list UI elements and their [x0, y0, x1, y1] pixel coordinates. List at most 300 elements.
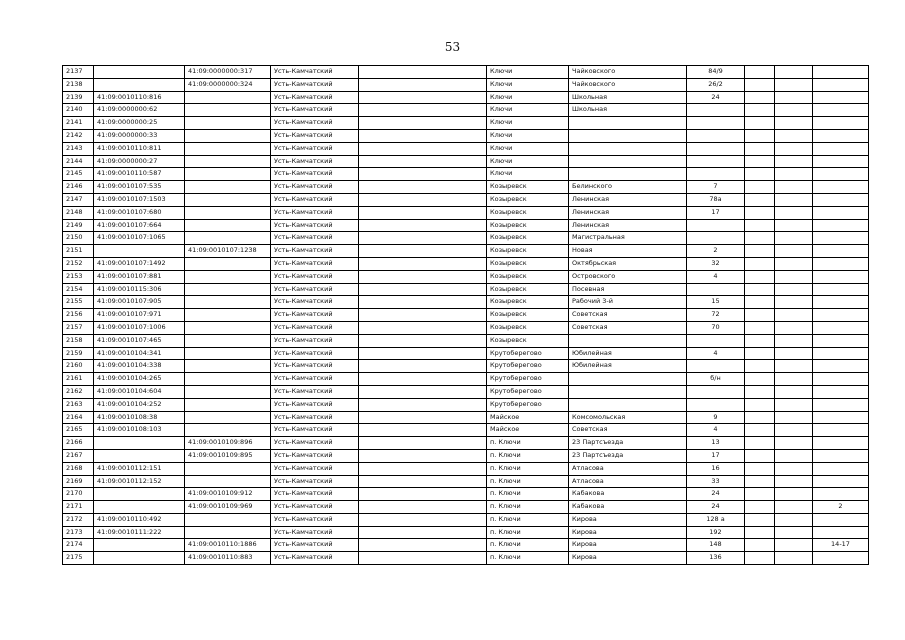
house-number-cell: б/н — [687, 373, 745, 386]
empty-cell — [745, 296, 775, 309]
cadastral-number-cell — [94, 501, 185, 514]
row-number-cell: 2137 — [63, 66, 94, 79]
table-row — [63, 334, 869, 347]
table-row — [63, 475, 869, 488]
empty-cell — [775, 449, 813, 462]
empty-cell — [359, 168, 487, 181]
cadastral-number-cell — [94, 539, 185, 552]
locality-cell: Козыревск — [487, 309, 569, 322]
empty-cell — [745, 347, 775, 360]
table-row — [63, 398, 869, 411]
district-cell: Усть-Камчатский — [271, 488, 359, 501]
apartment-cell — [813, 257, 869, 270]
street-cell: Кирова — [569, 513, 687, 526]
empty-cell — [745, 360, 775, 373]
house-number-cell: 9 — [687, 411, 745, 424]
district-cell: Усть-Камчатский — [271, 309, 359, 322]
locality-cell: Крутоберегово — [487, 347, 569, 360]
empty-cell — [359, 309, 487, 322]
row-number-cell: 2147 — [63, 193, 94, 206]
empty-cell — [359, 449, 487, 462]
cadastral-number-alt-cell — [185, 347, 271, 360]
cadastral-number-cell: 41:09:0010107:1065 — [94, 232, 185, 245]
empty-cell — [775, 206, 813, 219]
cadastral-number-alt-cell — [185, 129, 271, 142]
empty-cell — [359, 437, 487, 450]
empty-cell — [775, 437, 813, 450]
row-number-cell: 2146 — [63, 181, 94, 194]
row-number-cell: 2156 — [63, 309, 94, 322]
cadastral-number-cell: 41:09:0000000:25 — [94, 117, 185, 130]
apartment-cell — [813, 321, 869, 334]
street-cell — [569, 168, 687, 181]
row-number-cell: 2139 — [63, 91, 94, 104]
street-cell: Рабочий 3-й — [569, 296, 687, 309]
empty-cell — [775, 411, 813, 424]
cadastral-number-cell: 41:09:0010108:38 — [94, 411, 185, 424]
district-cell: Усть-Камчатский — [271, 129, 359, 142]
locality-cell: п. Ключи — [487, 539, 569, 552]
empty-cell — [775, 501, 813, 514]
cadastral-number-alt-cell — [185, 91, 271, 104]
locality-cell: п. Ключи — [487, 449, 569, 462]
empty-cell — [775, 539, 813, 552]
empty-cell — [775, 232, 813, 245]
apartment-cell — [813, 129, 869, 142]
empty-cell — [359, 117, 487, 130]
apartment-cell — [813, 193, 869, 206]
row-number-cell: 2170 — [63, 488, 94, 501]
cadastral-number-cell: 41:09:0010107:881 — [94, 270, 185, 283]
cadastral-number-alt-cell — [185, 321, 271, 334]
apartment-cell — [813, 78, 869, 91]
table-row — [63, 142, 869, 155]
empty-cell — [359, 462, 487, 475]
table-row — [63, 385, 869, 398]
cadastral-number-cell: 41:09:0010112:152 — [94, 475, 185, 488]
district-cell: Усть-Камчатский — [271, 437, 359, 450]
cadastral-number-alt-cell — [185, 142, 271, 155]
street-cell: Советская — [569, 309, 687, 322]
empty-cell — [775, 155, 813, 168]
cadastral-number-cell: 41:09:0010110:492 — [94, 513, 185, 526]
locality-cell: п. Ключи — [487, 513, 569, 526]
table-row — [63, 424, 869, 437]
cadastral-number-alt-cell — [185, 283, 271, 296]
empty-cell — [359, 129, 487, 142]
apartment-cell — [813, 283, 869, 296]
house-number-cell: 16 — [687, 462, 745, 475]
locality-cell: Козыревск — [487, 283, 569, 296]
empty-cell — [775, 488, 813, 501]
apartment-cell — [813, 66, 869, 79]
cadastral-number-alt-cell — [185, 309, 271, 322]
cadastral-number-cell: 41:09:0010115:306 — [94, 283, 185, 296]
row-number-cell: 2168 — [63, 462, 94, 475]
empty-cell — [775, 104, 813, 117]
cadastral-number-cell: 41:09:0010110:587 — [94, 168, 185, 181]
table-row — [63, 104, 869, 117]
empty-cell — [745, 424, 775, 437]
district-cell: Усть-Камчатский — [271, 475, 359, 488]
locality-cell: Ключи — [487, 78, 569, 91]
cadastral-number-alt-cell — [185, 462, 271, 475]
empty-cell — [359, 155, 487, 168]
row-number-cell: 2145 — [63, 168, 94, 181]
row-number-cell: 2148 — [63, 206, 94, 219]
district-cell: Усть-Камчатский — [271, 104, 359, 117]
district-cell: Усть-Камчатский — [271, 526, 359, 539]
district-cell: Усть-Камчатский — [271, 539, 359, 552]
empty-cell — [775, 373, 813, 386]
locality-cell: Крутоберегово — [487, 373, 569, 386]
table-row — [63, 501, 869, 514]
empty-cell — [745, 91, 775, 104]
apartment-cell — [813, 117, 869, 130]
cadastral-number-cell — [94, 66, 185, 79]
street-cell: Кирова — [569, 552, 687, 565]
cadastral-number-cell: 41:09:0010104:252 — [94, 398, 185, 411]
street-cell: Кабакова — [569, 501, 687, 514]
street-cell: Октябрьская — [569, 257, 687, 270]
apartment-cell — [813, 462, 869, 475]
locality-cell: Крутоберегово — [487, 398, 569, 411]
house-number-cell: 24 — [687, 501, 745, 514]
empty-cell — [775, 193, 813, 206]
district-cell: Усть-Камчатский — [271, 513, 359, 526]
apartment-cell — [813, 155, 869, 168]
house-number-cell — [687, 155, 745, 168]
locality-cell: Козыревск — [487, 193, 569, 206]
table-row — [63, 411, 869, 424]
street-cell: Чайковского — [569, 78, 687, 91]
table-row — [63, 257, 869, 270]
row-number-cell: 2175 — [63, 552, 94, 565]
locality-cell: п. Ключи — [487, 501, 569, 514]
table-row — [63, 552, 869, 565]
locality-cell: п. Ключи — [487, 552, 569, 565]
row-number-cell: 2158 — [63, 334, 94, 347]
empty-cell — [745, 539, 775, 552]
empty-cell — [775, 181, 813, 194]
cadastral-number-cell: 41:09:0010107:680 — [94, 206, 185, 219]
house-number-cell: 72 — [687, 309, 745, 322]
table-row — [63, 321, 869, 334]
street-cell: 23 Партсъезда — [569, 437, 687, 450]
row-number-cell: 2163 — [63, 398, 94, 411]
house-number-cell: 17 — [687, 206, 745, 219]
house-number-cell: 2 — [687, 245, 745, 258]
row-number-cell: 2171 — [63, 501, 94, 514]
apartment-cell — [813, 437, 869, 450]
empty-cell — [359, 321, 487, 334]
cadastral-number-alt-cell — [185, 104, 271, 117]
locality-cell: п. Ключи — [487, 526, 569, 539]
empty-cell — [359, 245, 487, 258]
empty-cell — [745, 321, 775, 334]
street-cell: Белинского — [569, 181, 687, 194]
empty-cell — [359, 206, 487, 219]
empty-cell — [745, 334, 775, 347]
cadastral-number-alt-cell — [185, 155, 271, 168]
cadastral-number-cell — [94, 449, 185, 462]
empty-cell — [359, 334, 487, 347]
empty-cell — [745, 155, 775, 168]
district-cell: Усть-Камчатский — [271, 257, 359, 270]
house-number-cell — [687, 334, 745, 347]
district-cell: Усть-Камчатский — [271, 78, 359, 91]
empty-cell — [745, 270, 775, 283]
row-number-cell: 2169 — [63, 475, 94, 488]
cadastral-number-cell: 41:09:0010104:341 — [94, 347, 185, 360]
empty-cell — [745, 245, 775, 258]
house-number-cell — [687, 385, 745, 398]
house-number-cell: 128 а — [687, 513, 745, 526]
locality-cell: Ключи — [487, 117, 569, 130]
district-cell: Усть-Камчатский — [271, 206, 359, 219]
cadastral-number-cell: 41:09:0010111:222 — [94, 526, 185, 539]
cadastral-number-cell: 41:09:0010107:1492 — [94, 257, 185, 270]
cadastral-number-alt-cell — [185, 360, 271, 373]
locality-cell: п. Ключи — [487, 488, 569, 501]
apartment-cell — [813, 232, 869, 245]
locality-cell: Ключи — [487, 104, 569, 117]
locality-cell: Козыревск — [487, 181, 569, 194]
table-row — [63, 296, 869, 309]
empty-cell — [745, 283, 775, 296]
row-number-cell: 2157 — [63, 321, 94, 334]
cadastral-number-alt-cell — [185, 257, 271, 270]
empty-cell — [775, 360, 813, 373]
empty-cell — [359, 283, 487, 296]
apartment-cell — [813, 104, 869, 117]
cadastral-number-cell — [94, 488, 185, 501]
empty-cell — [745, 142, 775, 155]
empty-cell — [745, 66, 775, 79]
table-row — [63, 539, 869, 552]
street-cell — [569, 117, 687, 130]
cadastral-number-cell: 41:09:0010112:151 — [94, 462, 185, 475]
house-number-cell: 148 — [687, 539, 745, 552]
row-number-cell: 2144 — [63, 155, 94, 168]
apartment-cell — [813, 206, 869, 219]
empty-cell — [359, 270, 487, 283]
apartment-cell — [813, 168, 869, 181]
street-cell: Магистральная — [569, 232, 687, 245]
apartment-cell — [813, 513, 869, 526]
house-number-cell — [687, 142, 745, 155]
locality-cell: Майское — [487, 424, 569, 437]
district-cell: Усть-Камчатский — [271, 501, 359, 514]
row-number-cell: 2142 — [63, 129, 94, 142]
house-number-cell — [687, 360, 745, 373]
locality-cell: Ключи — [487, 142, 569, 155]
locality-cell: Майское — [487, 411, 569, 424]
empty-cell — [775, 78, 813, 91]
apartment-cell — [813, 552, 869, 565]
apartment-cell — [813, 334, 869, 347]
district-cell: Усть-Камчатский — [271, 66, 359, 79]
apartment-cell — [813, 373, 869, 386]
empty-cell — [745, 117, 775, 130]
empty-cell — [745, 219, 775, 232]
cadastral-number-alt-cell: 41:09:0010107:1238 — [185, 245, 271, 258]
street-cell — [569, 398, 687, 411]
table-row — [63, 488, 869, 501]
empty-cell — [775, 309, 813, 322]
empty-cell — [745, 104, 775, 117]
cadastral-number-alt-cell: 41:09:0000000:324 — [185, 78, 271, 91]
locality-cell: Крутоберегово — [487, 360, 569, 373]
cadastral-number-alt-cell — [185, 270, 271, 283]
empty-cell — [775, 129, 813, 142]
table-row — [63, 129, 869, 142]
locality-cell: Ключи — [487, 168, 569, 181]
locality-cell: Ключи — [487, 155, 569, 168]
empty-cell — [745, 475, 775, 488]
row-number-cell: 2143 — [63, 142, 94, 155]
house-number-cell: 4 — [687, 424, 745, 437]
table-row — [63, 449, 869, 462]
street-cell: Ленинская — [569, 193, 687, 206]
locality-cell: Ключи — [487, 129, 569, 142]
table-row — [63, 206, 869, 219]
apartment-cell — [813, 270, 869, 283]
empty-cell — [745, 129, 775, 142]
cadastral-number-cell — [94, 245, 185, 258]
house-number-cell — [687, 104, 745, 117]
street-cell — [569, 155, 687, 168]
empty-cell — [359, 142, 487, 155]
street-cell: Кирова — [569, 539, 687, 552]
cadastral-number-cell: 41:09:0010104:604 — [94, 385, 185, 398]
table-row — [63, 181, 869, 194]
cadastral-number-cell: 41:09:0000000:62 — [94, 104, 185, 117]
house-number-cell: 4 — [687, 270, 745, 283]
table-row — [63, 91, 869, 104]
street-cell: Юбилейная — [569, 347, 687, 360]
district-cell: Усть-Камчатский — [271, 270, 359, 283]
empty-cell — [359, 66, 487, 79]
table-row — [63, 437, 869, 450]
cadastral-number-alt-cell — [185, 526, 271, 539]
empty-cell — [775, 245, 813, 258]
street-cell: Чайковского — [569, 66, 687, 79]
locality-cell: Козыревск — [487, 334, 569, 347]
table-row — [63, 347, 869, 360]
cadastral-number-alt-cell: 41:09:0010110:1886 — [185, 539, 271, 552]
house-number-cell: 78а — [687, 193, 745, 206]
empty-cell — [745, 385, 775, 398]
street-cell: Комсомольская — [569, 411, 687, 424]
empty-cell — [745, 501, 775, 514]
row-number-cell: 2162 — [63, 385, 94, 398]
table-row — [63, 245, 869, 258]
cadastral-number-alt-cell — [185, 296, 271, 309]
cadastral-number-alt-cell — [185, 181, 271, 194]
street-cell: Островского — [569, 270, 687, 283]
apartment-cell — [813, 488, 869, 501]
empty-cell — [775, 552, 813, 565]
empty-cell — [359, 193, 487, 206]
empty-cell — [775, 168, 813, 181]
empty-cell — [745, 257, 775, 270]
table-row — [63, 219, 869, 232]
district-cell: Усть-Камчатский — [271, 449, 359, 462]
street-cell: Школьная — [569, 104, 687, 117]
locality-cell: Козыревск — [487, 270, 569, 283]
street-cell: Атласова — [569, 462, 687, 475]
row-number-cell: 2161 — [63, 373, 94, 386]
empty-cell — [745, 552, 775, 565]
row-number-cell: 2174 — [63, 539, 94, 552]
empty-cell — [359, 360, 487, 373]
empty-cell — [775, 385, 813, 398]
table-row — [63, 270, 869, 283]
street-cell — [569, 373, 687, 386]
row-number-cell: 2166 — [63, 437, 94, 450]
empty-cell — [775, 257, 813, 270]
empty-cell — [775, 526, 813, 539]
street-cell: Советская — [569, 321, 687, 334]
locality-cell: Козыревск — [487, 232, 569, 245]
empty-cell — [745, 513, 775, 526]
table-row — [63, 66, 869, 79]
cadastral-number-cell: 41:09:0000000:33 — [94, 129, 185, 142]
row-number-cell: 2164 — [63, 411, 94, 424]
empty-cell — [745, 232, 775, 245]
district-cell: Усть-Камчатский — [271, 321, 359, 334]
empty-cell — [745, 168, 775, 181]
house-number-cell: 7 — [687, 181, 745, 194]
empty-cell — [775, 321, 813, 334]
apartment-cell — [813, 296, 869, 309]
district-cell: Усть-Камчатский — [271, 373, 359, 386]
row-number-cell: 2173 — [63, 526, 94, 539]
street-cell: Кабакова — [569, 488, 687, 501]
street-cell: Советская — [569, 424, 687, 437]
locality-cell: Козыревск — [487, 206, 569, 219]
apartment-cell — [813, 309, 869, 322]
locality-cell: Ключи — [487, 91, 569, 104]
street-cell: Кирова — [569, 526, 687, 539]
cadastral-number-cell — [94, 552, 185, 565]
empty-cell — [359, 219, 487, 232]
cadastral-number-alt-cell — [185, 193, 271, 206]
house-number-cell: 24 — [687, 91, 745, 104]
empty-cell — [359, 181, 487, 194]
empty-cell — [775, 117, 813, 130]
empty-cell — [775, 462, 813, 475]
district-cell: Усть-Камчатский — [271, 283, 359, 296]
empty-cell — [745, 206, 775, 219]
apartment-cell — [813, 475, 869, 488]
empty-cell — [359, 78, 487, 91]
property-registry-table — [62, 65, 869, 565]
row-number-cell: 2160 — [63, 360, 94, 373]
district-cell: Усть-Камчатский — [271, 91, 359, 104]
empty-cell — [359, 526, 487, 539]
cadastral-number-alt-cell: 41:09:0010109:912 — [185, 488, 271, 501]
table-row — [63, 462, 869, 475]
cadastral-number-alt-cell — [185, 117, 271, 130]
street-cell: Школьная — [569, 91, 687, 104]
empty-cell — [775, 283, 813, 296]
cadastral-number-cell: 41:09:0010104:265 — [94, 373, 185, 386]
table-row — [63, 309, 869, 322]
table-row — [63, 526, 869, 539]
cadastral-number-alt-cell — [185, 232, 271, 245]
